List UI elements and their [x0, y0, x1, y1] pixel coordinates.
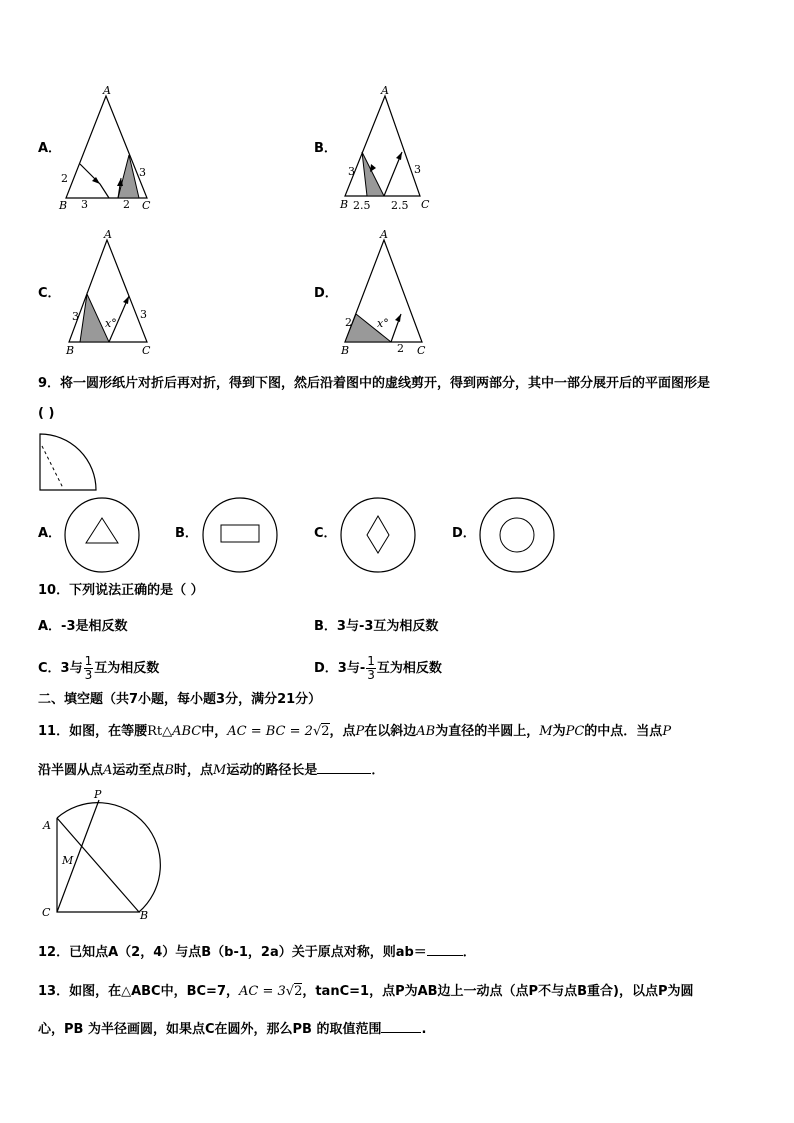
label-c: C [42, 906, 51, 919]
option-b-label: B． [314, 141, 337, 156]
folded-paper-figure [38, 432, 100, 494]
option-a-label: A． [38, 526, 62, 541]
text: 时，点 [173, 763, 213, 778]
text: 心，PB 为半径画圆，如果点C在圆外，那么PB 的取值范围 [38, 1022, 382, 1037]
option-a-text: A．-3是相反数 [38, 619, 128, 634]
text: 12．已知点A（2，4）与点B（b-1，2a）关于原点对称，则ab＝ [38, 945, 427, 960]
label-c: C [421, 198, 430, 211]
side-label: 2 [123, 198, 130, 211]
label-c: C [142, 199, 151, 212]
side-label: 3 [140, 308, 147, 321]
math: P [662, 724, 672, 739]
text: ． [371, 763, 385, 778]
side-label: 2.5 [391, 199, 409, 212]
side-label: 2 [397, 342, 404, 355]
question-11-line-1: 11．如图，在等腰Rt△ABC中，AC = BC = 2√2，点P在以斜边AB为直径的半圆上，M为PC的中点．当点P [38, 724, 672, 739]
label-a: A [380, 228, 388, 241]
side-label: 3 [72, 310, 79, 323]
side-label: 3 [139, 166, 146, 179]
side-label: 3 [414, 163, 421, 176]
option-d-prefix: D．3与- [314, 661, 366, 676]
option-c-suffix: 互为相反数 [94, 661, 160, 676]
fraction-numerator: 1 [84, 654, 93, 668]
label-c: C [417, 344, 426, 357]
question-12 [38, 941, 476, 963]
circle-rectangle-option [200, 495, 280, 575]
radicand: 2 [294, 984, 303, 999]
label-a: A [381, 84, 389, 97]
label-b: B [66, 344, 75, 357]
option-b-text: B．3与-3互为相反数 [314, 619, 439, 634]
question-9-text: 9．将一圆形纸片对折后再对折，得到下图，然后沿着图中的虚线剪开，得到两部分，其中一部分展开后的平面图形是 [38, 376, 711, 391]
option-a-label: A． [38, 141, 62, 156]
question-13-line-1: 13．如图，在△ABC中，BC=7，AC = 3√2，tanC=1，点P为AB边上一动点（点P不与点B重合)，以点P为圆 [38, 984, 694, 999]
label-b: B [340, 198, 349, 211]
circle-triangle-option [62, 495, 142, 575]
circle-ring-option [477, 495, 557, 575]
option-d-suffix: 互为相反数 [376, 661, 442, 676]
angle-label: x° [377, 317, 389, 330]
option-c-text [38, 652, 159, 686]
label-p: P [94, 788, 102, 801]
text: ，tanC=1，点P为AB边上一动点（点P不与点B重合)，以点P为圆 [302, 984, 694, 999]
triangle-figure-d [335, 228, 435, 358]
label-a: A [103, 84, 111, 97]
option-c-label: C． [314, 526, 337, 541]
question-13-line-2 [38, 1018, 426, 1040]
triangle-figure-a [55, 84, 155, 214]
option-d-label: D． [452, 526, 476, 541]
math: AC = 3 [239, 984, 286, 999]
math: M [213, 763, 227, 778]
math: ABC [172, 724, 202, 739]
text: 中， [201, 724, 228, 739]
text: 为 [552, 724, 566, 739]
section-heading: 二、填空题（共7小题，每小题3分，满分21分） [38, 692, 322, 707]
text: 运动至点 [112, 763, 165, 778]
label-a: A [104, 228, 112, 241]
label-b: B [59, 199, 68, 212]
side-label: 2 [61, 172, 68, 185]
text: ，点 [329, 724, 356, 739]
text: 为直径的半圆上， [435, 724, 540, 739]
text: 13．如图，在△ABC中，BC=7， [38, 984, 239, 999]
triangle-figure-c [58, 228, 158, 358]
option-d-text [314, 652, 442, 686]
text: 沿半圆从点 [38, 763, 104, 778]
option-c-label: C． [38, 286, 61, 301]
text: 的中点．当点 [584, 724, 663, 739]
option-d-label: D． [314, 286, 338, 301]
side-label: 3 [81, 198, 88, 211]
fraction [84, 655, 94, 682]
answer-bracket: ( ) [38, 406, 55, 421]
semicircle-figure [38, 786, 168, 921]
option-b-label: B． [175, 526, 198, 541]
angle-label: x° [105, 317, 117, 330]
side-label: 2 [345, 316, 352, 329]
question-10-stem: 10．下列说法正确的是（ ） [38, 583, 204, 598]
circle-diamond-option [338, 495, 418, 575]
fraction-denominator: 3 [84, 668, 93, 682]
label-b: B [140, 909, 149, 922]
math: A [103, 763, 113, 778]
question-11-line-2 [38, 759, 384, 781]
text: 11．如图，在等腰 [38, 724, 148, 739]
answer-blank[interactable] [427, 941, 463, 956]
text: 在以斜边 [364, 724, 417, 739]
fraction [366, 655, 376, 682]
answer-blank[interactable] [381, 1018, 421, 1033]
text: . [421, 1022, 427, 1037]
fraction-denominator: 3 [367, 668, 375, 682]
text: ． [462, 945, 476, 960]
math: B [164, 763, 174, 778]
math: AC = BC = 2 [227, 724, 313, 739]
math: P [355, 724, 365, 739]
side-label: 2.5 [353, 199, 371, 212]
math: PC [565, 724, 585, 739]
fraction-numerator: 1 [367, 654, 375, 668]
math: M [539, 724, 553, 739]
label-b: B [341, 344, 350, 357]
label-a: A [43, 819, 51, 832]
triangle-figure-b [335, 84, 435, 214]
label-m: M [62, 854, 74, 867]
side-label: 3 [348, 165, 355, 178]
radicand: 2 [321, 724, 330, 739]
label-c: C [142, 344, 151, 357]
math: AB [416, 724, 436, 739]
option-c-prefix: C．3与 [38, 661, 83, 676]
text: 运动的路径长是 [226, 763, 318, 778]
text: Rt△ [147, 724, 173, 739]
answer-blank[interactable] [317, 759, 371, 774]
